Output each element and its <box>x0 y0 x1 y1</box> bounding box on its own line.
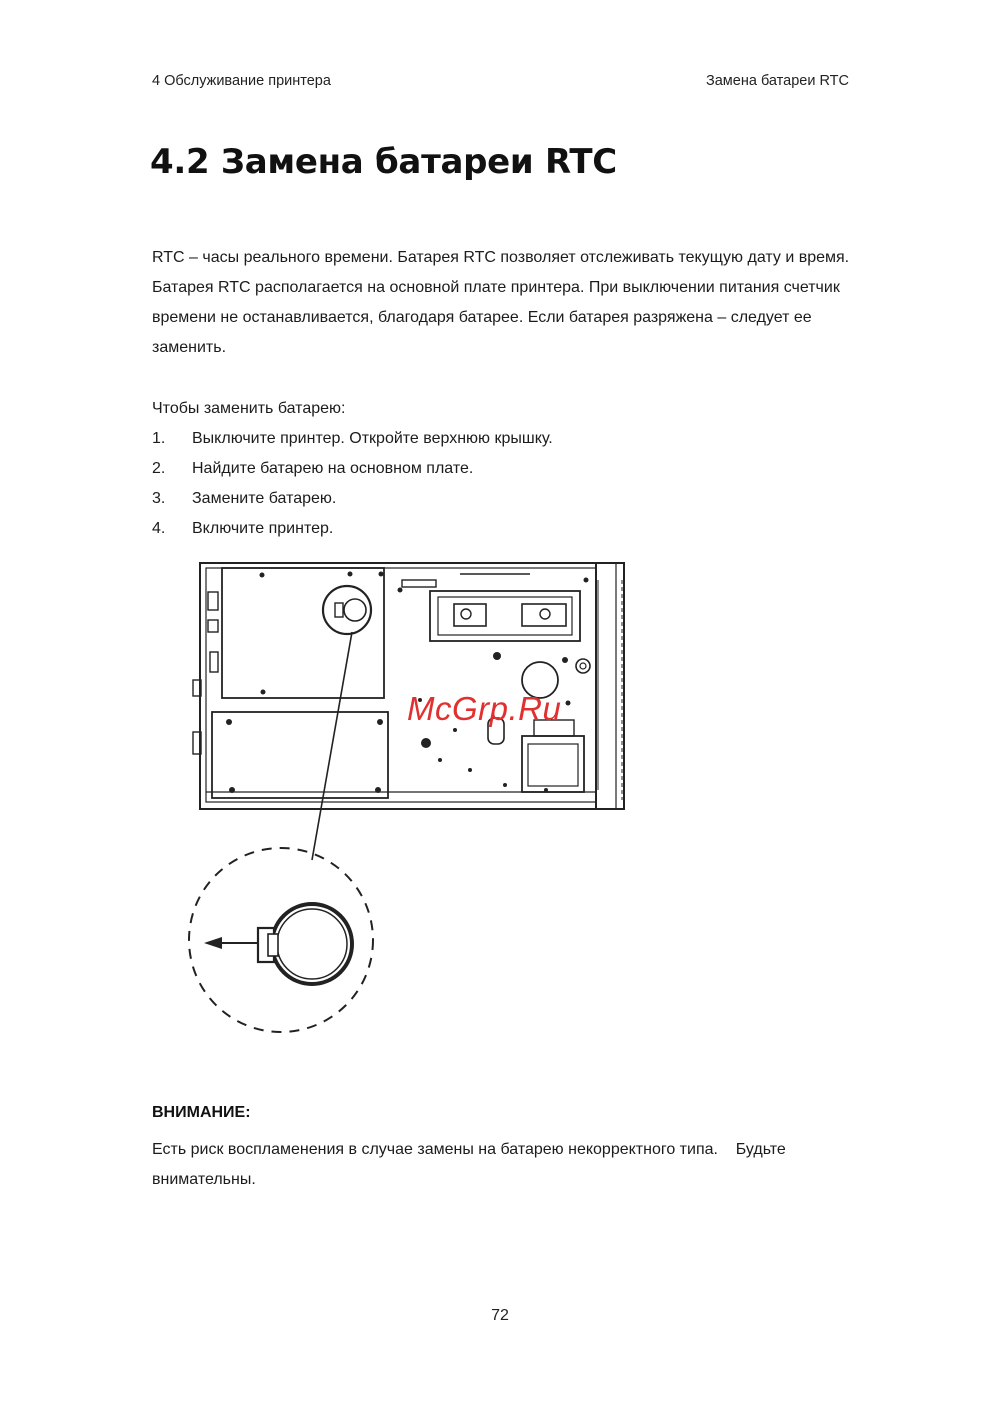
step-number: 4. <box>152 520 166 537</box>
step-text: Замените батарею. <box>192 490 337 507</box>
upper-left-panel <box>222 568 384 698</box>
rtc-battery-enlarged <box>272 904 352 984</box>
steps-lead: Чтобы заменить батарею: <box>152 400 346 417</box>
section-title: 4.2 Замена батареи RTC <box>150 142 617 182</box>
steps-list <box>152 424 553 544</box>
rtc-battery-on-board <box>323 586 371 634</box>
warning-title: ВНИМАНИЕ: <box>152 1104 251 1121</box>
step-number: 3. <box>152 490 166 507</box>
arrow-head <box>204 937 222 949</box>
warning-text: Есть риск воспламенения в случае замены на батарею некорректного типа. Будьте внимательны. <box>152 1141 791 1188</box>
step-item <box>152 514 553 544</box>
printer-board-diagram <box>180 555 640 1045</box>
intro-paragraph: RTC – часы реального времени. Батарея RTC позволяет отслеживать текущую дату и время. Батарея RTC располагается на основной плате принтера. При выключении питания счетчик времени не останавливается, благодаря батарее. Если батарея разряжена – следует ее заменить. <box>152 249 850 356</box>
step-number: 1. <box>152 430 166 447</box>
page-number: 72 <box>491 1307 509 1324</box>
watermark-text: McGrp.Ru <box>407 690 562 727</box>
step-text: Найдите батарею на основном плате. <box>192 460 474 477</box>
running-header-chapter: 4 Обслуживание принтера <box>152 73 331 89</box>
printer-housing-outline <box>200 563 624 809</box>
step-text: Включите принтер. <box>192 520 334 537</box>
step-number: 2. <box>152 460 166 477</box>
step-item <box>152 454 553 484</box>
step-text: Выключите принтер. Откройте верхнюю крышку. <box>192 430 553 447</box>
running-header-section: Замена батареи RTC <box>705 73 849 89</box>
step-item <box>152 484 553 514</box>
step-item <box>152 424 553 454</box>
lower-left-panel <box>212 712 388 798</box>
callout-leader-line <box>312 632 352 860</box>
